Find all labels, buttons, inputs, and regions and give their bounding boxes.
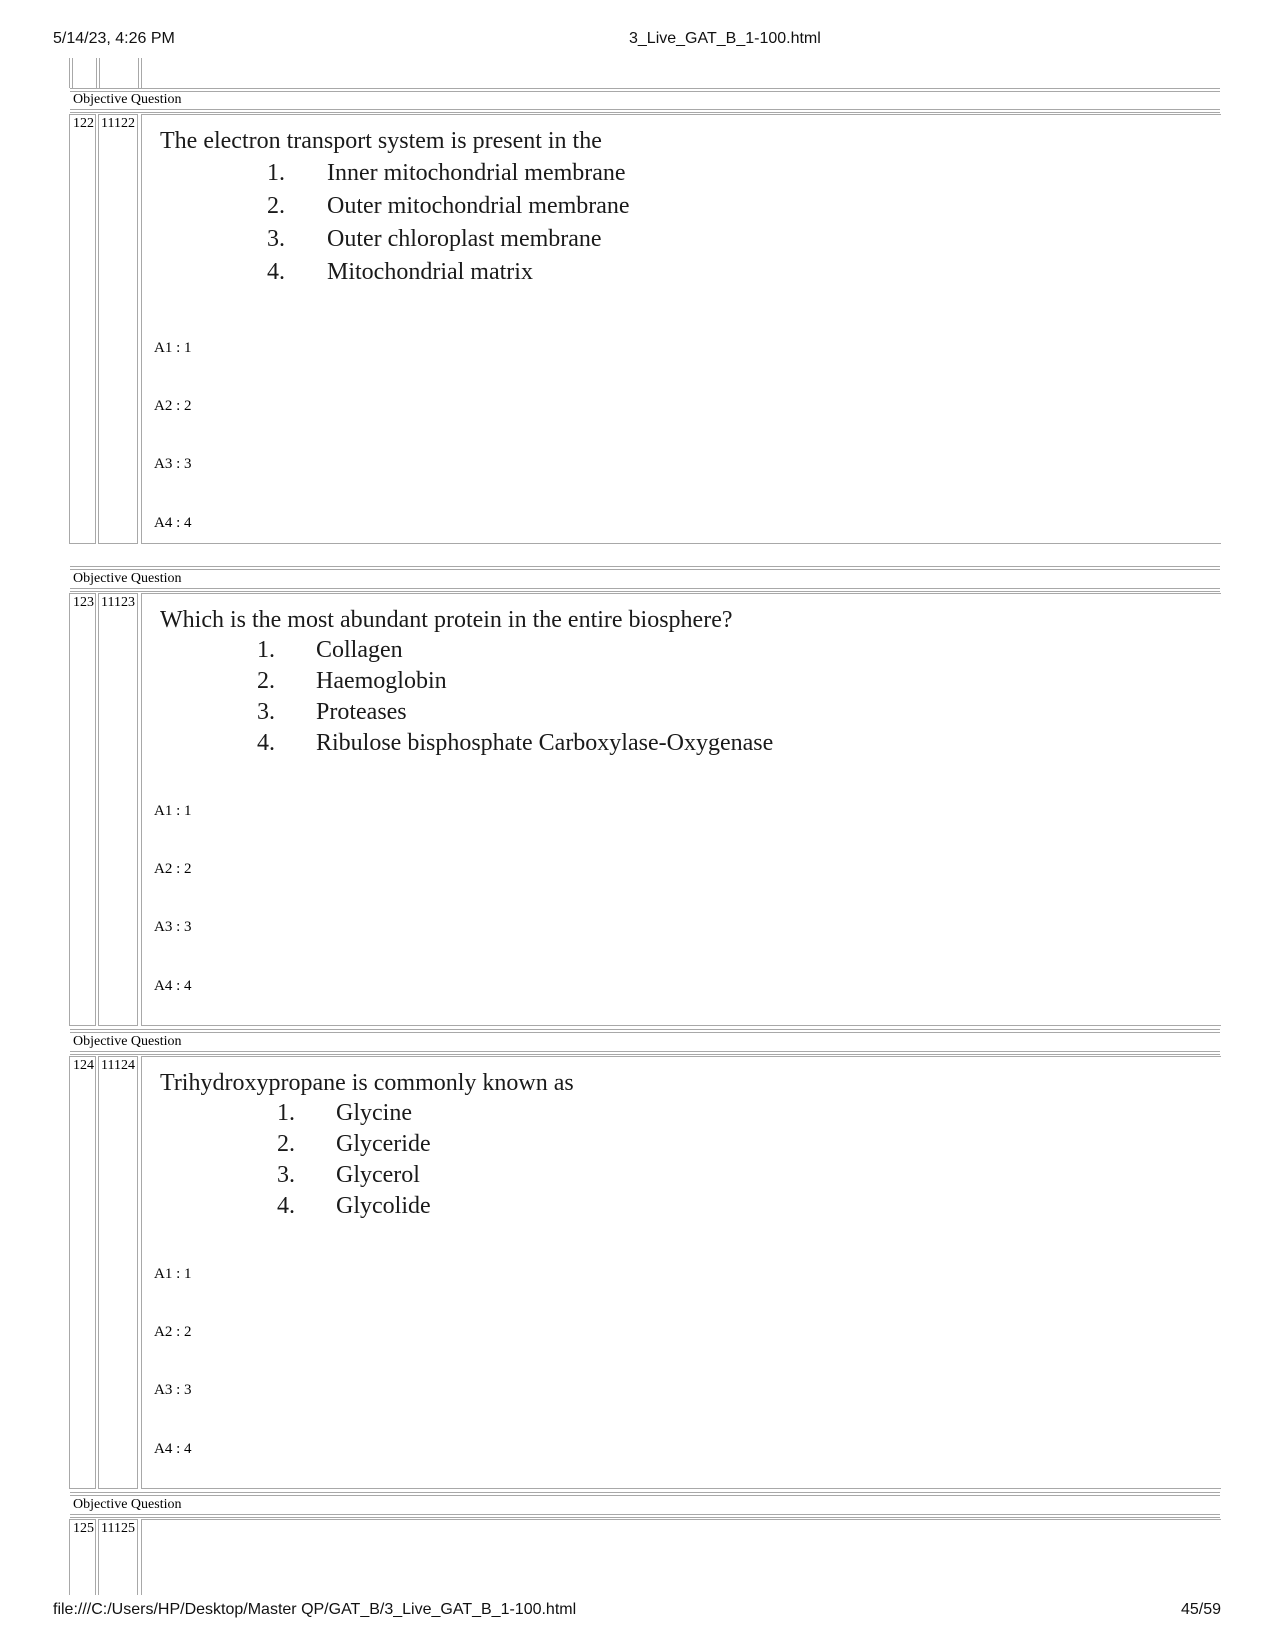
question-id: 11125: [101, 1521, 135, 1536]
answer-a4: A4 : 4: [154, 978, 192, 994]
question-text: Which is the most abundant protein in the entire biosphere?: [160, 607, 733, 633]
option-number: 2.: [277, 1131, 295, 1157]
question-type-label: Objective Question: [73, 571, 182, 586]
question-cell: [141, 1056, 1221, 1489]
question-cell: [141, 1519, 1221, 1595]
question-text: Trihydroxypropane is commonly known as: [160, 1070, 574, 1096]
answer-a4: A4 : 4: [154, 515, 192, 531]
option-number: 1.: [267, 160, 285, 186]
answer-a1: A1 : 1: [154, 1266, 192, 1282]
option-number: 3.: [257, 699, 275, 725]
option-number: 1.: [257, 637, 275, 663]
question-serial: 125: [73, 1521, 94, 1536]
option-text: Haemoglobin: [316, 668, 447, 694]
option-number: 4.: [277, 1193, 295, 1219]
answer-a3: A3 : 3: [154, 456, 192, 472]
question-cell: [141, 593, 1221, 1026]
option-text: Proteases: [316, 699, 407, 725]
question-id: 11124: [101, 1058, 135, 1073]
option-text: Glycine: [336, 1100, 412, 1126]
option-number: 2.: [257, 668, 275, 694]
option-text: Mitochondrial matrix: [327, 259, 533, 285]
question-serial: 122: [73, 116, 94, 131]
answer-a2: A2 : 2: [154, 861, 192, 877]
option-text: Ribulose bisphosphate Carboxylase-Oxygenase: [316, 730, 774, 756]
option-text: Glycerol: [336, 1162, 420, 1188]
print-date: 5/14/23, 4:26 PM: [53, 30, 175, 47]
answer-a4: A4 : 4: [154, 1441, 192, 1457]
option-text: Inner mitochondrial membrane: [327, 160, 626, 186]
option-number: 2.: [267, 193, 285, 219]
id-cell: [98, 114, 138, 544]
question-serial: 123: [73, 595, 94, 610]
option-text: Outer mitochondrial membrane: [327, 193, 630, 219]
question-id: 11123: [101, 595, 135, 610]
question-type-label: Objective Question: [73, 1034, 182, 1049]
serial-cell: [69, 1056, 96, 1489]
option-number: 4.: [257, 730, 275, 756]
option-text: Outer chloroplast membrane: [327, 226, 602, 252]
answer-a1: A1 : 1: [154, 340, 192, 356]
option-number: 1.: [277, 1100, 295, 1126]
answer-a2: A2 : 2: [154, 1324, 192, 1340]
print-file-path: file:///C:/Users/HP/Desktop/Master QP/GAT_B/3_Live_GAT_B_1-100.html: [53, 1601, 577, 1618]
serial-cell: [69, 114, 96, 544]
question-serial: 124: [73, 1058, 94, 1073]
option-number: 3.: [267, 226, 285, 252]
option-number: 4.: [267, 259, 285, 285]
question-cell: [141, 114, 1221, 544]
answer-a1: A1 : 1: [154, 803, 192, 819]
question-type-label: Objective Question: [73, 1497, 182, 1512]
serial-cell: [69, 593, 96, 1026]
question-text: The electron transport system is present in the: [160, 128, 602, 154]
answer-a3: A3 : 3: [154, 1382, 192, 1398]
print-title: 3_Live_GAT_B_1-100.html: [629, 30, 821, 47]
page-number: 45/59: [1181, 1601, 1222, 1618]
answer-a2: A2 : 2: [154, 398, 192, 414]
id-cell: [98, 1056, 138, 1489]
option-number: 3.: [277, 1162, 295, 1188]
option-text: Collagen: [316, 637, 403, 663]
answer-a3: A3 : 3: [154, 919, 192, 935]
option-text: Glyceride: [336, 1131, 431, 1157]
question-id: 11122: [101, 116, 135, 131]
option-text: Glycolide: [336, 1193, 431, 1219]
id-cell: [98, 593, 138, 1026]
question-type-label: Objective Question: [73, 92, 182, 107]
